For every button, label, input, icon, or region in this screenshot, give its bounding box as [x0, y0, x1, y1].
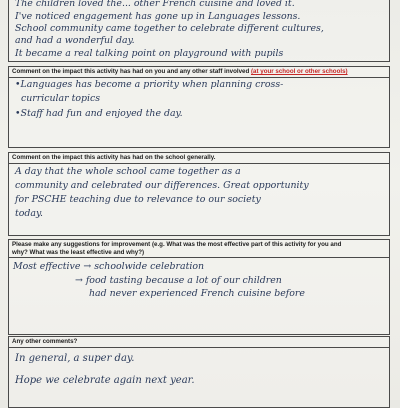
other-comments-header: Any other comments? [9, 337, 389, 348]
handwritten-line: The children loved the... other French cuisine and loved it. [15, 0, 295, 9]
handwritten-line: School community came together to celebrate different cultures, [15, 23, 324, 34]
top-response-box [8, 0, 390, 62]
handwritten-line: and had a wonderful day. [15, 35, 135, 46]
header-text: Comment on the impact this activity has had on you and any other staff involved [12, 68, 250, 75]
suggestions-header [9, 240, 389, 258]
staff-impact-box [8, 66, 390, 148]
handwritten-line: curricular topics [21, 93, 101, 104]
handwritten-line: In general, a super day. [15, 353, 135, 364]
school-impact-header: Comment on the impact this activity has had on the school generally. [9, 153, 389, 164]
staff-impact-header [9, 67, 389, 78]
school-impact-box [8, 152, 390, 236]
handwritten-line: A day that the whole school came together as a [15, 166, 241, 177]
handwritten-line: had never experienced French cuisine before [89, 288, 305, 299]
header-line: Please make any suggestions for improvement (e.g. What was the most effective part of this activity for you and [12, 241, 342, 248]
handwritten-line: for PSCHE teaching due to relevance to our society [15, 194, 261, 205]
handwritten-line: Most effective → schoolwide celebration [13, 261, 205, 272]
handwritten-line: → food tasting because a lot of our children [75, 275, 282, 286]
other-comments-box [8, 336, 390, 408]
handwritten-line: It became a real talking point on playground with pupils [15, 48, 284, 59]
handwritten-line: community and celebrated our differences. Great opportunity [15, 180, 309, 191]
header-line: why? What was the least effective and why?) [12, 248, 145, 256]
header-highlight: (at your school or other schools) [250, 68, 348, 75]
handwritten-line: Hope we celebrate again next year. [15, 375, 195, 386]
handwritten-line: •Staff had fun and enjoyed the day. [15, 108, 183, 119]
handwritten-line: I've noticed engagement has gone up in Languages lessons. [15, 11, 301, 22]
handwritten-line: •Languages has become a priority when planning cross- [15, 79, 284, 90]
suggestions-box [8, 239, 390, 335]
handwritten-line: today. [15, 208, 44, 219]
